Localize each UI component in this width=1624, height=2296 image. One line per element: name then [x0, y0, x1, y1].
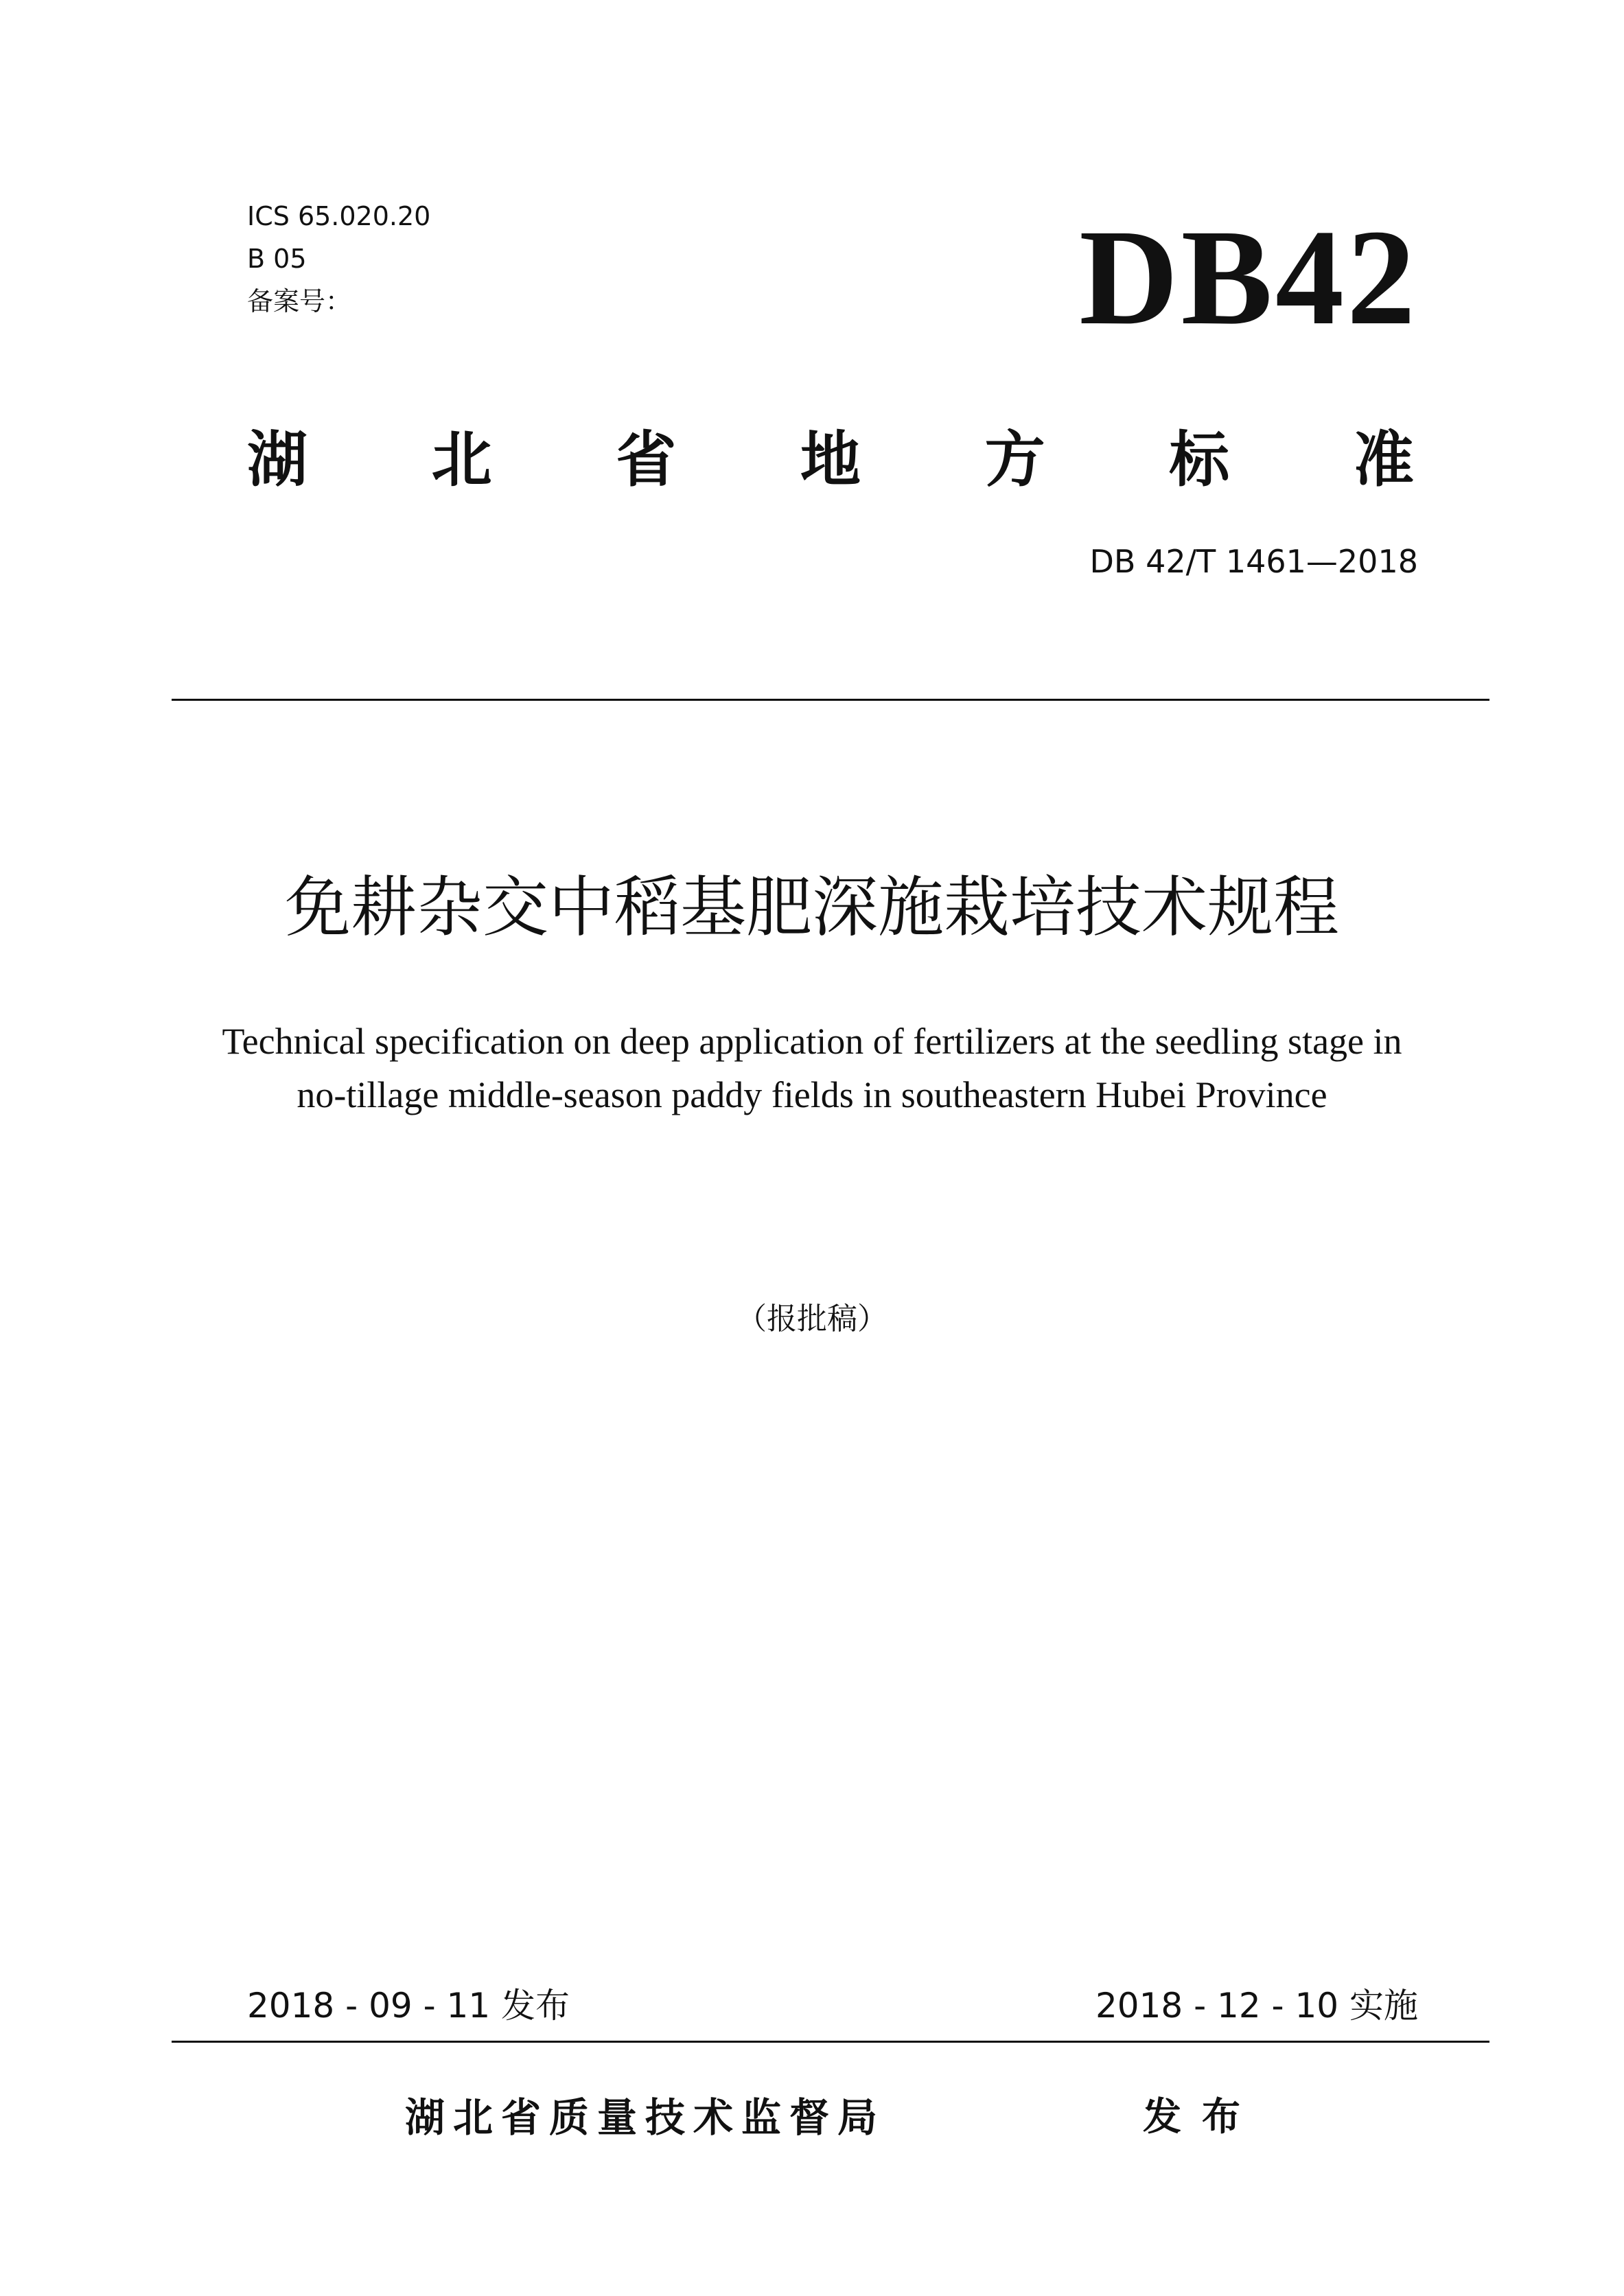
bottom-divider: [172, 2041, 1489, 2043]
title-english-line-2: no-tillage middle-season paddy fields in southeastern Hubei Province: [297, 1074, 1327, 1115]
issue-date: 2018 - 09 - 11 发布: [247, 1986, 570, 2026]
top-divider: [172, 699, 1489, 701]
title-english: [137, 1014, 1487, 1122]
standard-type-char: 标: [1169, 424, 1230, 495]
standard-type-char: 省: [616, 424, 677, 495]
standard-type-char: 湖: [247, 424, 308, 495]
standard-type-char: 北: [431, 424, 492, 495]
standard-type-char: 准: [1353, 424, 1414, 495]
db-mark: DB42: [1079, 202, 1418, 353]
registration-label: 备案号：: [247, 286, 352, 316]
draft-status: （报批稿）: [736, 1301, 888, 1336]
title-chinese: 免耕杂交中稻基肥深施栽培技术规程: [285, 869, 1339, 946]
standard-type-char: 方: [984, 424, 1045, 495]
title-english-line-1: Technical specification on deep application of fertilizers at the seedling stage in: [222, 1021, 1402, 1062]
issue-label: 发布: [1143, 2095, 1261, 2140]
implementation-date: 2018 - 12 - 10 实施: [1095, 1986, 1418, 2026]
issuing-authority: 湖北省质量技术监督局: [405, 2094, 886, 2141]
standard-type-char: 地: [800, 424, 861, 495]
ccs-code: B 05: [247, 244, 307, 274]
standard-type-heading: [247, 426, 1414, 494]
ics-code: ICS 65.020.20: [247, 201, 431, 231]
standard-code: DB 42/T 1461—2018: [1089, 543, 1418, 580]
